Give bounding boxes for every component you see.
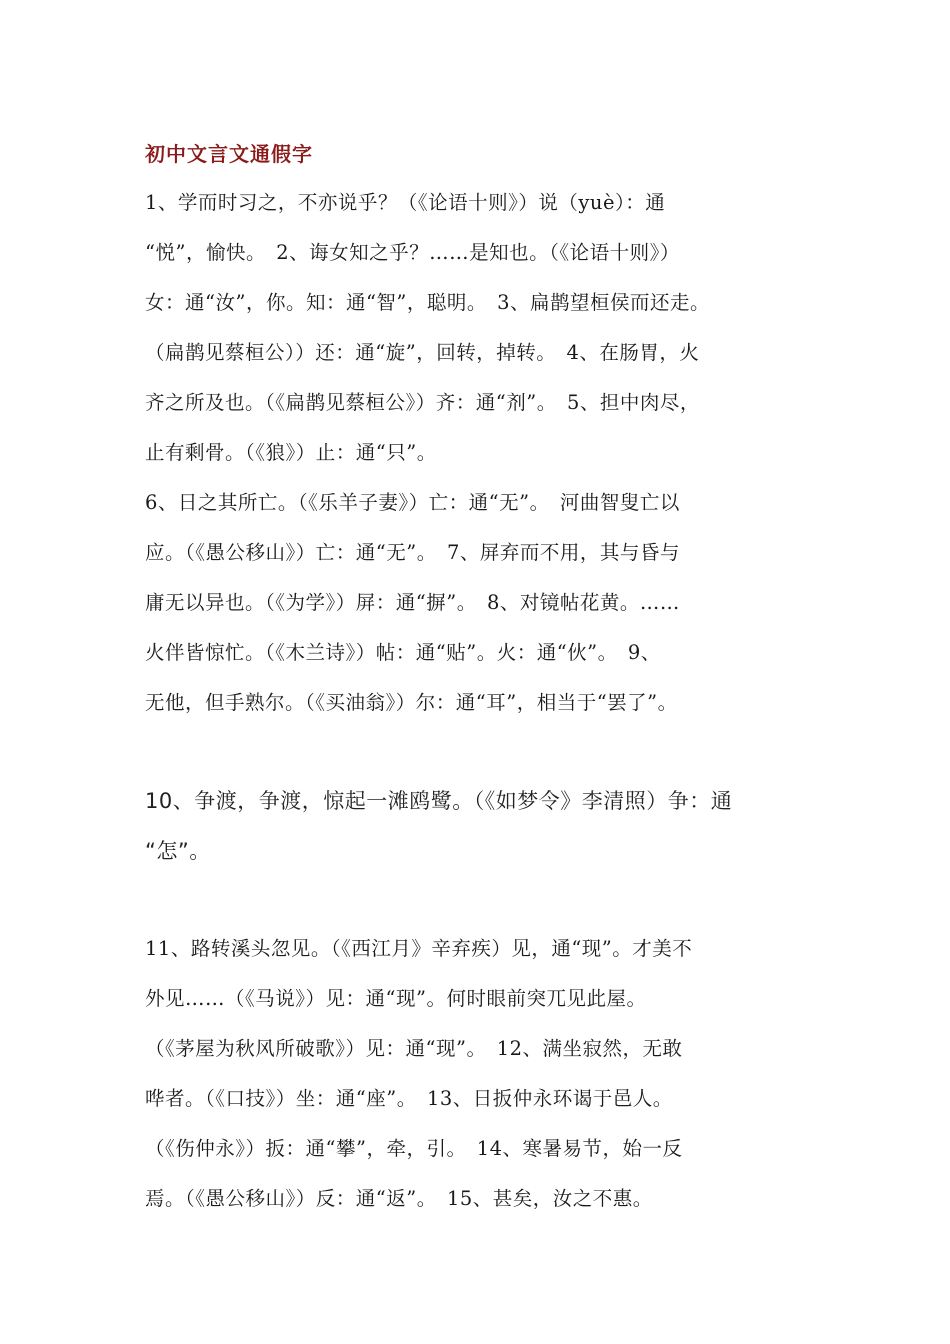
text-line: 焉。（《愚公移山》）反：通“返”。 15、甚矣，汝之不惠。	[145, 1187, 653, 1210]
text-line: 11、路转溪头忽见。（《西江月》辛弃疾）见，通“现”。才美不	[145, 937, 693, 960]
document-title: 初中文言文通假字	[145, 142, 313, 166]
text-line: “悦”，愉快。 2、诲女知之乎？……是知也。（《论语十则》）	[145, 241, 680, 264]
text-line: 6、日之其所亡。（《乐羊子妻》）亡：通“无”。 河曲智叟亡以	[145, 491, 680, 514]
text-line: （《茅屋为秋风所破歌》）见：通“现”。 12、满坐寂然，无敢	[145, 1037, 683, 1060]
text-line: 庸无以异也。（《为学》）屏：通“摒”。 8、对镜帖花黄。……	[145, 591, 680, 614]
text-line: “怎”。	[145, 839, 211, 863]
text-line: 止有剩骨。（《狼》）止：通“只”。	[145, 441, 437, 464]
text-line: 哗者。（《口技》）坐：通“座”。 13、日扳仲永环谒于邑人。	[145, 1087, 673, 1110]
text-line: （《伤仲永》）扳：通“攀”，牵，引。 14、寒暑易节，始一反	[145, 1137, 683, 1160]
text-line: 1、学而时习之，不亦说乎？（《论语十则》）说（yuè）：通	[145, 191, 666, 214]
text-line: 齐之所及也。（《扁鹊见蔡桓公》）齐：通“剂”。 5、担中肉尽，	[145, 391, 700, 414]
text-line: （扁鹊见蔡桓公））还：通“旋”，回转，掉转。 4、在肠胃，火	[145, 341, 700, 364]
text-line: 女：通“汝”，你。知：通“智”，聪明。 3、扁鹊望桓侯而还走。	[145, 291, 711, 314]
text-line: 无他，但手熟尔。（《买油翁》）尔：通“耳”，相当于“罢了”。	[145, 691, 678, 714]
text-line: 10、争渡，争渡，惊起一滩鸥鹭。（《如梦令》李清照）争：通	[145, 789, 733, 813]
text-line: 火伴皆惊忙。（《木兰诗》）帖：通“贴”。火：通“伙”。 9、	[145, 641, 661, 664]
text-line: 应。（《愚公移山》）亡：通“无”。 7、屏弃而不用，其与昏与	[145, 541, 680, 564]
text-line: 外见……（《马说》）见：通“现”。何时眼前突兀见此屋。	[145, 987, 647, 1010]
